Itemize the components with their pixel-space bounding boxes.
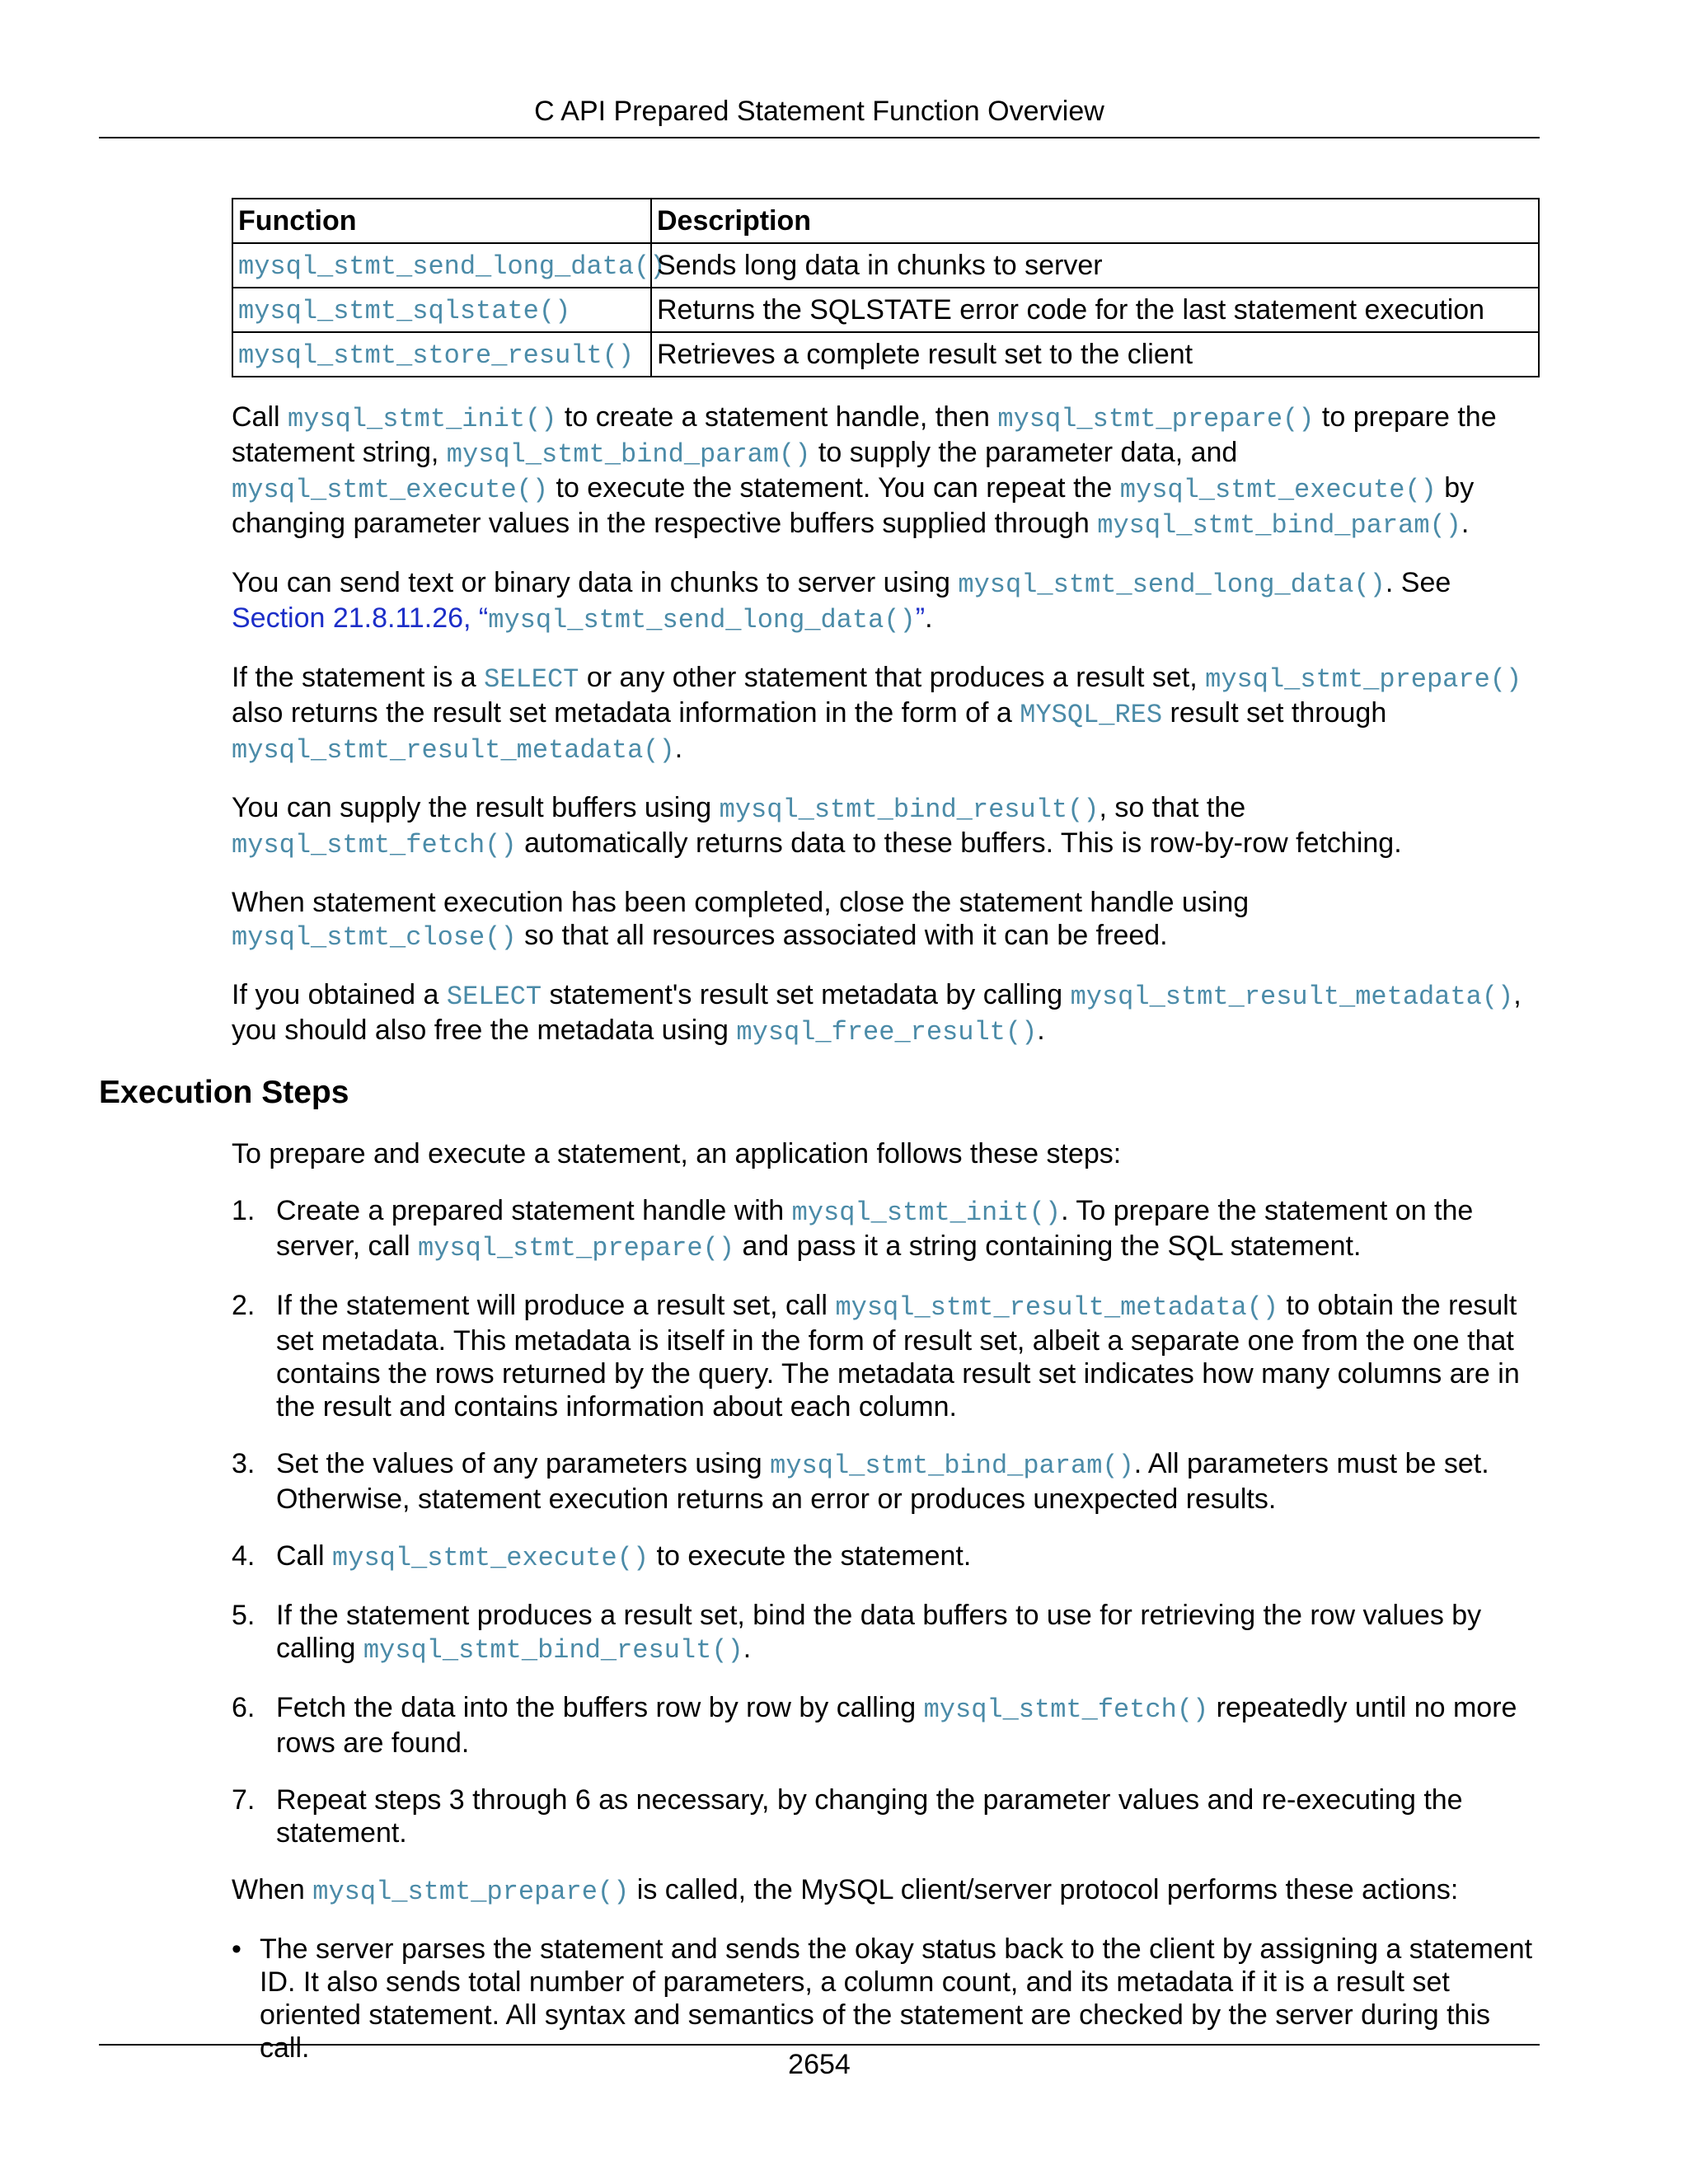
paragraph-intro: To prepare and execute a statement, an application follows these steps: [232, 1138, 1122, 1169]
code-link[interactable]: mysql_stmt_result_metadata() [232, 735, 675, 766]
paragraph-free-metadata [232, 978, 1540, 1049]
text: Fetch the data into the buffers row by row by calling [276, 1692, 924, 1723]
text: so that all resources associated with it can be freed. [516, 920, 1168, 951]
step-number: 3. [232, 1448, 256, 1479]
code-link[interactable]: mysql_stmt_fetch() [232, 830, 517, 860]
code-link[interactable]: mysql_stmt_close() [232, 922, 517, 953]
text: to supply the parameter data, and [810, 437, 1238, 468]
list-item [232, 1783, 1540, 1849]
text: or any other statement that produces a result set, [579, 662, 1206, 693]
code-link[interactable]: mysql_stmt_prepare() [997, 404, 1315, 434]
text: is called, the MySQL client/server protocol performs these actions: [629, 1874, 1459, 1905]
text: If you obtained a [232, 979, 447, 1010]
text: Create a prepared statement handle with [276, 1195, 792, 1226]
text: . [743, 1633, 752, 1664]
table-row [232, 332, 1539, 377]
text: If the statement will produce a result set, call [276, 1290, 836, 1321]
table-header-row [232, 199, 1539, 243]
text: When [232, 1874, 313, 1905]
section-heading: Execution Steps [99, 1075, 349, 1110]
bullet-icon: • [232, 1933, 241, 1965]
list-item [232, 1540, 1540, 1575]
text: Call [276, 1540, 333, 1572]
text: . [1461, 508, 1470, 539]
code-link[interactable]: SELECT [446, 982, 542, 1012]
text: automatically returns data to these buffers. This is row-by-row fetching. [516, 827, 1402, 859]
code-link[interactable]: mysql_stmt_bind_result() [719, 794, 1100, 825]
paragraph-long-data [232, 566, 1540, 637]
text: to obtain the result set metadata. This metadata is itself in the form of result set, albeit a separate one from the one that contains the rows returned by the query. The metadata result set indicates how many columns are in the result and contains information about each column. [276, 1290, 1520, 1422]
link-suffix: ” [915, 602, 926, 634]
text: You can supply the result buffers using [232, 792, 720, 823]
table-cell-description: Retrieves a complete result set to the client [651, 332, 1539, 377]
code-link[interactable]: mysql_stmt_result_metadata() [1070, 982, 1514, 1012]
code-link[interactable]: mysql_stmt_execute() [232, 475, 549, 505]
step-number: 4. [232, 1540, 256, 1572]
code-link[interactable]: mysql_stmt_result_metadata() [835, 1292, 1279, 1323]
paragraph-prepare-actions [232, 1873, 1540, 1909]
text: result set through [1162, 697, 1387, 729]
text: to prepare the statement string, [232, 401, 1497, 468]
text: to create a statement handle, then [556, 401, 998, 433]
text: , you should also free the metadata using [232, 979, 1522, 1046]
step-number: 7. [232, 1784, 256, 1816]
text: and pass it a string containing the SQL statement. [734, 1230, 1362, 1262]
paragraph-select-metadata [232, 661, 1540, 767]
code-link[interactable]: mysql_stmt_prepare() [1205, 664, 1522, 695]
page-number: 2654 [788, 2049, 851, 2080]
page-content [99, 198, 1540, 2064]
function-link[interactable]: mysql_stmt_store_result() [238, 340, 635, 371]
text: Repeat steps 3 through 6 as necessary, by changing the parameter values and re-executing the statement. [276, 1784, 1463, 1849]
text: . [1037, 1015, 1045, 1046]
step-number: 6. [232, 1692, 256, 1723]
code-link[interactable]: mysql_stmt_execute() [1119, 475, 1437, 505]
function-link[interactable]: mysql_stmt_send_long_data() [238, 251, 666, 282]
code-link[interactable]: mysql_stmt_prepare() [417, 1233, 735, 1263]
text: The server parses the statement and sends the okay status back to the client by assigning a statement ID. It also sends total number of parameters, a column count, and its metadata if it is a result set oriented statement. All syntax and semantics of the statement are checked by the server during this call. [260, 1933, 1533, 2064]
table-header-description: Description [651, 199, 1539, 243]
page-header-title: C API Prepared Statement Function Overview [534, 96, 1104, 127]
code-link[interactable]: mysql_stmt_send_long_data() [958, 569, 1386, 600]
text: . See [1385, 567, 1451, 598]
paragraph-result-buffers [232, 791, 1540, 862]
link-prefix: Section 21.8.11.26, “ [232, 602, 489, 634]
function-link[interactable]: mysql_stmt_sqlstate() [238, 295, 571, 326]
code-link[interactable]: MYSQL_RES [1020, 700, 1163, 730]
text: . [674, 733, 683, 764]
code-link[interactable]: mysql_stmt_bind_param() [770, 1451, 1134, 1481]
step-number: 2. [232, 1290, 256, 1321]
code-link[interactable]: mysql_free_result() [736, 1017, 1038, 1047]
paragraph-close-handle [232, 886, 1540, 954]
text: When statement execution has been completed, close the statement handle using [232, 887, 1250, 918]
table-cell-description: Sends long data in chunks to server [651, 243, 1539, 288]
code-link[interactable]: mysql_stmt_prepare() [312, 1877, 630, 1907]
code-link[interactable]: mysql_stmt_bind_param() [1097, 510, 1461, 541]
text: . All parameters must be set. Otherwise, statement execution returns an error or produces unexpected results. [276, 1448, 1489, 1515]
text: Call [232, 401, 288, 433]
step-number: 5. [232, 1600, 256, 1631]
text: statement's result set metadata by calling [542, 979, 1071, 1010]
footer-rule [99, 2044, 1540, 2046]
text: Set the values of any parameters using [276, 1448, 771, 1479]
steps-list [232, 1194, 1540, 1849]
code-link[interactable]: mysql_stmt_bind_result() [363, 1635, 743, 1666]
code-link[interactable]: mysql_stmt_bind_param() [446, 439, 811, 470]
table-row [232, 243, 1539, 288]
text: to execute the statement. [649, 1540, 972, 1572]
list-item [232, 1289, 1540, 1423]
function-table [232, 198, 1540, 377]
code-link[interactable]: SELECT [484, 664, 579, 695]
text: . [925, 602, 933, 634]
text: by changing parameter values in the respective buffers supplied through [232, 472, 1475, 539]
paragraph-call-sequence [232, 401, 1540, 542]
text: You can send text or binary data in chunks to server using [232, 567, 959, 598]
link-code: mysql_stmt_send_long_data() [488, 605, 916, 635]
step-number: 1. [232, 1195, 256, 1226]
text: If the statement is a [232, 662, 485, 693]
text: , so that the [1099, 792, 1246, 823]
code-link[interactable]: mysql_stmt_init() [791, 1197, 1062, 1228]
section-link[interactable] [232, 602, 925, 634]
table-header-function: Function [232, 199, 651, 243]
list-item [232, 1599, 1540, 1667]
text: If the statement produces a result set, bind the data buffers to use for retrieving the row values by calling [276, 1600, 1482, 1664]
text: repeatedly until no more rows are found. [276, 1692, 1517, 1759]
list-item [232, 1691, 1540, 1760]
table-row [232, 288, 1539, 332]
text: to execute the statement. You can repeat the [548, 472, 1120, 504]
table-cell-description: Returns the SQLSTATE error code for the last statement execution [651, 288, 1539, 332]
header-rule [99, 137, 1540, 138]
list-item [232, 1194, 1540, 1265]
text: also returns the result set metadata information in the form of a [232, 697, 1020, 729]
code-link[interactable]: mysql_stmt_fetch() [923, 1694, 1209, 1725]
list-item [232, 1447, 1540, 1516]
code-link[interactable]: mysql_stmt_execute() [332, 1543, 649, 1573]
code-link[interactable]: mysql_stmt_init() [288, 404, 557, 434]
text: . To prepare the statement on the server, call [276, 1195, 1474, 1262]
